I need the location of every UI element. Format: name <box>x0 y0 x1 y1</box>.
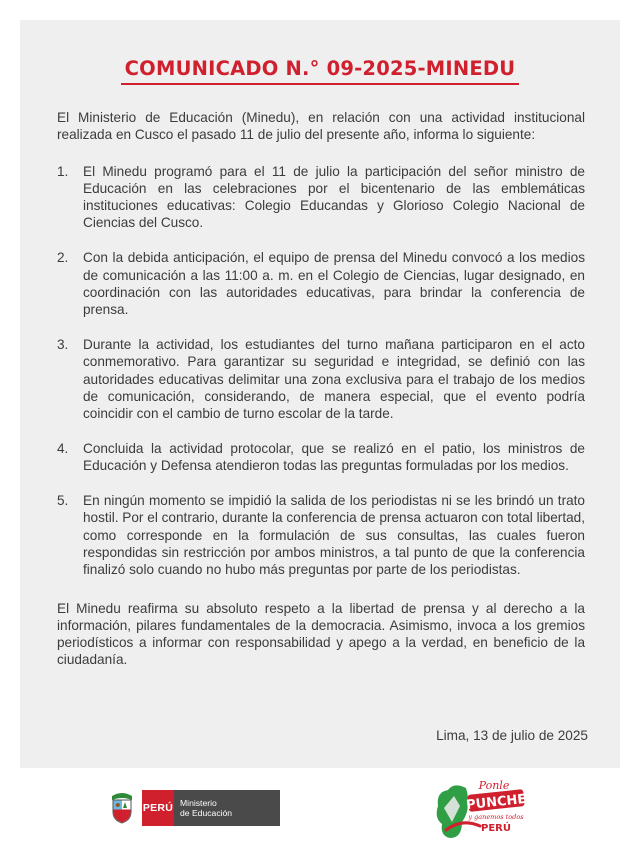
ponle-punche-logo <box>432 778 532 844</box>
list-item <box>57 163 585 232</box>
intro-paragraph: El Ministerio de Educación (Minedu), en relación con una actividad institucional realizada en Cusco el pasado 11 de julio del presente año, informa lo siguiente: <box>57 110 585 143</box>
list-item-text: Durante la actividad, los estudiantes del turno mañana participaron en el acto conmemorativo. Para garantizar su seguridad e integridad, se definió con las autoridades educativas delimitar una zona exclusiva para el trabajo de los medios de comunicación, considerando, de manera especial, que el evento podría coincidir con el cambio de turno escolar de la tarde. <box>83 336 585 422</box>
date-line: Lima, 13 de julio de 2025 <box>436 728 588 743</box>
campaign-line-1: Ponle <box>478 779 510 792</box>
list-item <box>57 336 585 422</box>
footer <box>0 768 640 851</box>
campaign-line-4: PERÚ <box>481 823 511 834</box>
list-item-text: Concluida la actividad protocolar, que se realizó en el patio, los ministros de Educación y Defensa atendieron todas las preguntas formuladas por los medios. <box>83 440 585 474</box>
communique-panel <box>20 20 620 768</box>
coat-of-arms-icon <box>108 790 136 826</box>
ministry-line-1: Ministerio <box>180 798 217 808</box>
list-number: 2. <box>57 250 69 266</box>
minedu-logo <box>108 790 280 826</box>
ministry-line-2: de Educación <box>180 808 233 818</box>
title-wrap <box>20 57 620 85</box>
list-number: 5. <box>57 493 69 509</box>
list-item-text: El Minedu programó para el 11 de julio la participación del señor ministro de Educación en las celebraciones por el bicentenario de las emblemáticas instituciones educativas: Colegio Educandas y Glorioso Colegio Nacional de Ciencias del Cusco. <box>83 163 585 231</box>
list-item-text: En ningún momento se impidió la salida de los periodistas ni se les brindó un trato hostil. Por el contrario, durante la conferencia de prensa actuaron con total libertad, como corresponde en la formulación de sus consultas, las cuales fueron respondidas sin restricción por ambos ministros, a tal punto de que la conferencia finalizó solo cuando no hubo más preguntas por parte de los periodistas. <box>83 493 585 578</box>
list-item-text: Con la debida anticipación, el equipo de prensa del Minedu convocó a los medios de comunicación a las 11:00 a. m. en el Colegio de Ciencias, lugar designado, en coordinación con las autoridades educativas, para brindar la conferencia de prensa. <box>83 250 585 318</box>
list-item <box>57 249 585 318</box>
list-number: 3. <box>57 336 69 352</box>
closing-paragraph: El Minedu reafirma su absoluto respeto a la libertad de prensa y al derecho a la información, pilares fundamentales de la democracia. Asimismo, invoca a los gremios periodísticos a informar con responsabilidad y apego a la verdad, en beneficio de la ciudadanía. <box>57 600 585 668</box>
list-item <box>57 440 585 475</box>
document-title: COMUNICADO N.° 09-2025-MINEDU <box>121 57 520 85</box>
communique-body <box>57 109 585 669</box>
list-number: 4. <box>57 440 69 456</box>
campaign-line-3: y ganemos todos <box>468 813 524 821</box>
list-item <box>57 492 585 578</box>
peru-label: PERÚ <box>142 790 174 826</box>
list-number: 1. <box>57 163 69 179</box>
numbered-list <box>57 163 585 579</box>
ministry-name <box>174 790 280 826</box>
campaign-line-2: PUNCHE <box>465 791 528 814</box>
